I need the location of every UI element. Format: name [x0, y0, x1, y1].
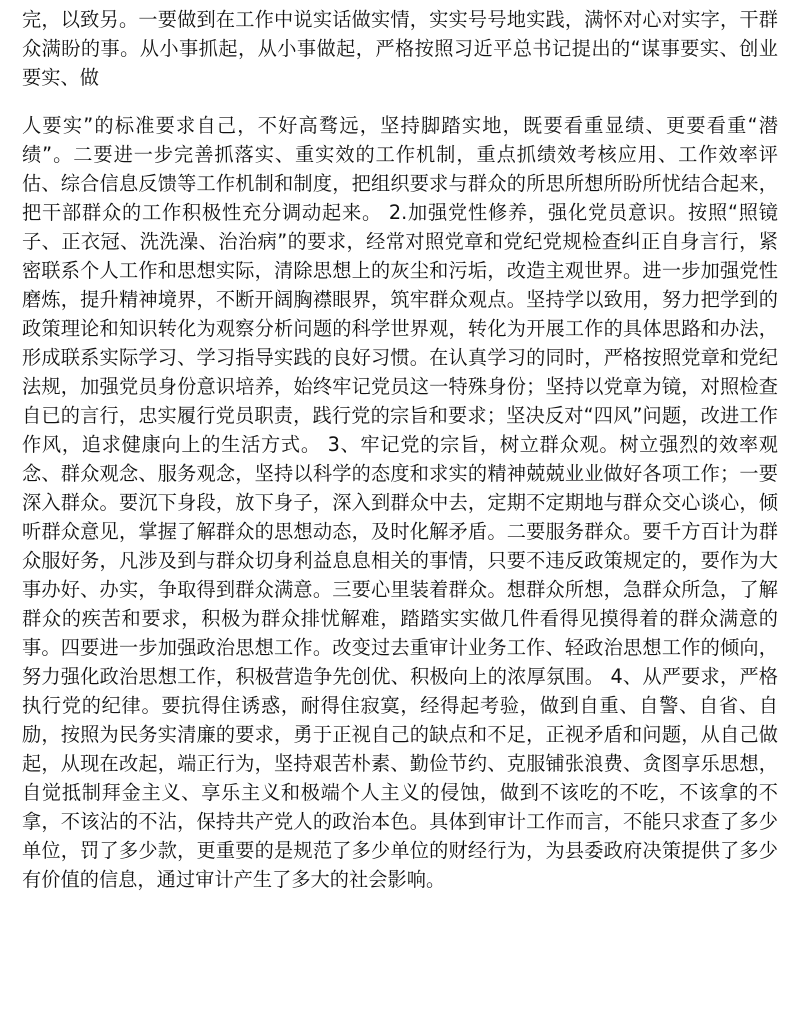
- paragraph-continuation: 完，以致另。一要做到在工作中说实话做实情，实实号号地实践，满怀对心对实字，干群众满盼的事。从小事抓起，从小事做起，严格按照习近平总书记提出的“谋事要实、创业要实、做: [22, 8, 778, 90]
- paragraph-main: 人要实”的标准要求自己，不好高骛远，坚持脚踏实地，既要看重显绩、更要看重“潜绩”。二要进一步完善抓落实、重实效的工作机制，重点抓绩效考核应用、工作效率评估、综合信息反馈等工作机制和制度，把组织要求与群众的所思所想所盼所忧结合起来，把干部群众的工作积极性充分调动起来。 2.加强党性修养，强化党员意识。按照“照镜子、正衣冠、洗洗澡、治治病”的要求，经常对照党章和党纪党规检查纠正自身言行，紧密联系个人工作和思想实际，清除思想上的灰尘和污垢，改造主观世界。进一步加强党性磨炼，提升精神境界，不断开阔胸襟眼界，筑牢群众观点。坚持学以致用，努力把学到的政策理论和知识转化为观察分析问题的科学世界观，转化为开展工作的具体思路和办法，形成联系实际学习、学习指导实践的良好习惯。在认真学习的同时，严格按照党章和党纪法规，加强党员身份意识培养，始终牢记党员这一特殊身份；坚持以党章为镜，对照检查自已的言行，忠实履行党员职责，践行党的宗旨和要求；坚决反对“四风”问题，改进工作作风，追求健康向上的生活方式。 3、牢记党的宗旨，树立群众观。树立强烈的效率观念、群众观念、服务观念，坚持以科学的态度和求实的精神兢兢业业做好各项工作；一要深入群众。要沉下身段，放下身子，深入到群众中去，定期不定期地与群众交心谈心，倾听群众意见，掌握了解群众的思想动态，及时化解矛盾。二要服务群众。要千方百计为群众服好务，凡涉及到与群众切身利益息息相关的事情，只要不违反政策规定的，要作为大事办好、办实，争取得到群众满意。三要心里装着群众。想群众所想，急群众所急，了解群众的疾苦和要求，积极为群众排忧解难，踏踏实实做几件看得见摸得着的群众满意的事。四要进一步加强政治思想工作。改变过去重审计业务工作、轻政治思想工作的倾向，努力强化政治思想工作，积极营造争先创优、积极向上的浓厚氛围。 4、从严要求，严格执行党的纪律。要抗得住诱惑，耐得住寂寞，经得起考验，做到自重、自警、自省、自励，按照为民务实清廉的要求，勇于正视自己的缺点和不足，正视矛盾和问题，从自己做起，从现在改起，端正行为，坚持艰苦朴素、勤俭节约、克服铺张浪费、贪图享乐思想，自觉抵制拜金主义、享乐主义和极端个人主义的侵蚀，做到不该吃的不吃，不该拿的不拿，不该沾的不沾，保持共产党人的政治本色。具体到审计工作而言，不能只求查了多少单位，罚了多少款，更重要的是规范了多少单位的财经行为，为县委政府决策提供了多少有价值的信息，通过审计产生了多大的社会影响。: [22, 114, 778, 892]
